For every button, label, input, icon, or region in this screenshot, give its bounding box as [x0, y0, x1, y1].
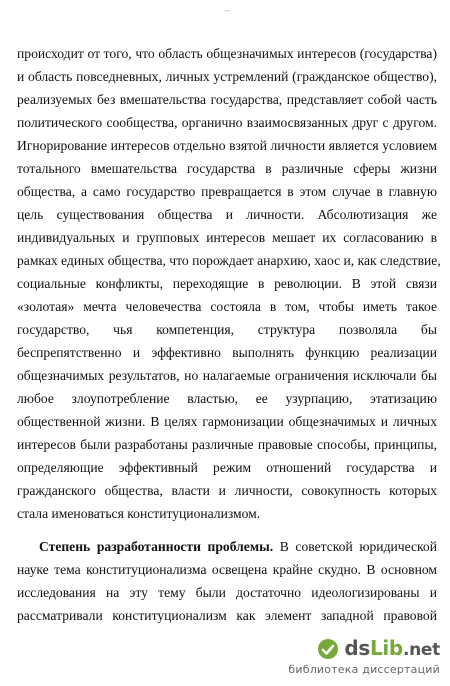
page-mark: ~: [225, 6, 231, 16]
text-line: общественной жизни. В целях гармонизации общезначимых и личных: [17, 414, 437, 429]
text-line: и область повседневных, личных устремлений (гражданское общество),: [17, 69, 437, 84]
watermark-caption: библиотека диссертаций: [288, 663, 440, 676]
watermark: [288, 637, 440, 676]
text-line: рассматривали конституционализм как элемент западной правовой: [17, 608, 437, 623]
text-line: науке тема конституционализма освещена крайне скудно. В основном: [17, 562, 437, 577]
text-line: государство, чья компетенция, структура позволяла бы: [17, 322, 437, 337]
text-line: социальные конфликты, переходящие в революции. В этой связи: [17, 276, 437, 291]
brand-lib: Lib: [369, 636, 403, 660]
text-line: гражданского общества, власти и личности, совокупность которых: [17, 483, 437, 498]
text-line: рамках единых общества, что порождает анархию, хаос и, как следствие,: [17, 253, 441, 268]
text-fragment: В советской юридической: [273, 539, 437, 554]
text-line: беспрепятственно и эффективно выполнять функцию реализации: [17, 345, 437, 360]
text-line: исследования на эту тему были достаточно идеологизированы и: [17, 585, 437, 600]
text-line: цель существования общества и личности. Абсолютизация же: [17, 207, 437, 222]
brand-ds: ds: [344, 636, 370, 660]
text-line: общества, а само государство превращается в этом случае в главную: [17, 184, 437, 199]
brand-domain: .net: [402, 640, 440, 660]
text-line: происходит от того, что область общезначимых интересов (государства): [17, 46, 437, 61]
watermark-brand: [344, 637, 440, 661]
dslib-logo-icon: [317, 638, 339, 660]
text-line: любое злоупотребление властью, ее узурпацию, этатизацию: [17, 391, 437, 406]
text-line: Игнорирование интересов отдельно взятой личности является условием: [17, 138, 437, 153]
text-line: реализуемых без вмешательства государства, представляет собой часть: [17, 92, 437, 107]
text-line: индивидуальных и групповых интересов мешает их согласованию в: [17, 230, 437, 245]
text-line: «золотая» мечта человечества состояла в том, чтобы иметь такое: [17, 299, 437, 314]
text-line: определяющие эффективный режим отношений государства и: [17, 460, 437, 475]
section-heading-line: [39, 537, 437, 557]
text-line: политического сообщества, органично взаимосвязанных друг с другом.: [17, 115, 437, 130]
text-line: общезначимых результатов, но налагаемые ограничения исключали бы: [17, 368, 437, 383]
section-heading: Степень разработанности проблемы.: [39, 539, 274, 554]
text-line: стала именоваться конституционализмом.: [17, 506, 261, 521]
watermark-logo: [288, 637, 440, 661]
text-line: тотального вмешательства государства в различные сферы жизни: [17, 161, 437, 176]
text-line: интересов были разработаны различные правовые способы, принципы,: [17, 437, 437, 452]
